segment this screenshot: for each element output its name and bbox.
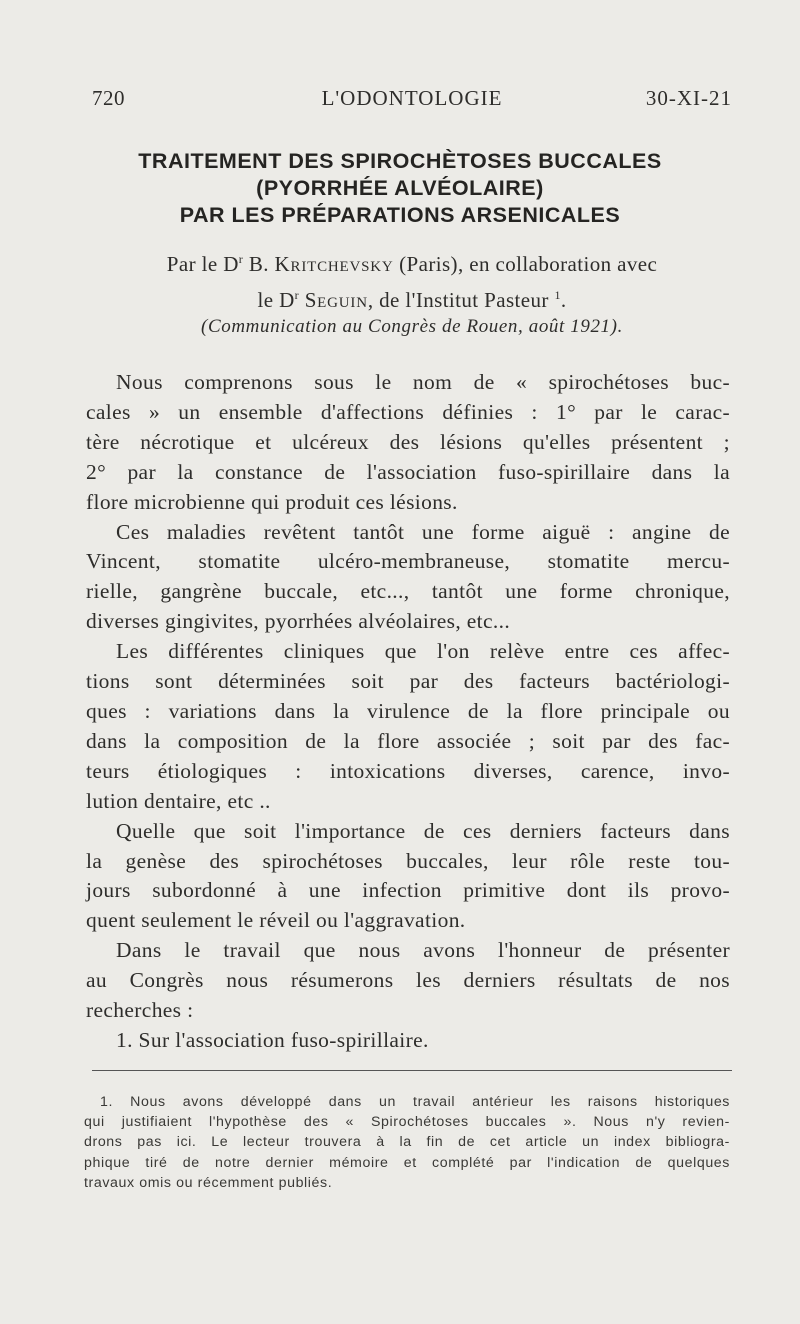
text-line: Vincent, stomatite ulcéro-membraneuse, stomatite mercu- — [86, 549, 730, 574]
footnote — [84, 1092, 730, 1193]
footnote-line: drons pas ici. Le lecteur trouvera à la fin de cet article un index bibliogra- — [84, 1134, 730, 1151]
text-line: Quelle que soit l'importance de ces derniers facteurs dans — [116, 818, 730, 843]
footnote-line: 1. Nous avons développé dans un travail antérieur les raisons historiques — [100, 1094, 730, 1110]
page-number: 720 — [92, 86, 125, 110]
footnote-line: travaux omis ou récemment publiés. — [84, 1174, 333, 1191]
byline-prefix-2: le D — [257, 288, 295, 312]
text-line: dans la composition de la flore associée ; soit par des fac- — [86, 728, 730, 753]
paragraph-4 — [86, 817, 730, 937]
text-line: recherches : — [86, 998, 194, 1023]
text-line: Dans le travail que nous avons l'honneur de présenter — [116, 938, 730, 963]
text-line: quent seulement le réveil ou l'aggravation. — [86, 908, 466, 933]
communication-note: (Communication au Congrès de Rouen, août 1921). — [201, 316, 623, 337]
paragraph-5 — [86, 936, 730, 1026]
text-line: tions sont déterminées soit par des facteurs bactériologi- — [86, 669, 730, 694]
footnote-divider — [92, 1070, 732, 1071]
byline-affiliation-2: , de l'Institut Pasteur — [367, 288, 549, 312]
footnote-mark: 1 — [554, 288, 561, 302]
paragraph-6 — [86, 1026, 730, 1056]
text-line: ques : variations dans la virulence de la flore principale ou — [86, 698, 730, 723]
text-line: lution dentaire, etc .. — [86, 788, 271, 813]
title-line-3: PAR LES PRÉPARATIONS ARSENICALES — [179, 203, 621, 227]
text-line: flore microbienne qui produit ces lésions. — [86, 489, 458, 514]
text-line: jours subordonné à une infection primitive dont ils provo- — [86, 878, 730, 903]
text-line: teurs étiologiques : intoxications diverses, carence, invo- — [86, 758, 730, 783]
footnote-line: qui justifiaient l'hypothèse des « Spirochétoses buccales ». Nous n'y revien- — [84, 1114, 730, 1131]
byline-line-1 — [92, 244, 732, 280]
issue-date: 30-XI-21 — [645, 86, 732, 110]
article-title — [60, 148, 740, 229]
text-line: rielle, gangrène buccale, etc..., tantôt une forme chronique, — [86, 579, 730, 604]
text-line: Nous comprenons sous le nom de « spirochétoses buc- — [116, 370, 730, 394]
text-line: tère nécrotique et ulcéreux des lésions qu'elles présentent ; — [86, 429, 730, 454]
text-line: Ces maladies revêtent tantôt une forme aiguë : angine de — [116, 519, 730, 544]
doctor-superscript-2: r — [294, 288, 300, 302]
byline-end: . — [560, 288, 567, 312]
text-line: Les différentes cliniques que l'on relève entre ces affec- — [116, 639, 730, 664]
byline — [92, 244, 732, 316]
paragraph-2 — [86, 518, 730, 638]
paragraph-3 — [86, 637, 730, 816]
text-line: au Congrès nous résumerons les derniers résultats de nos — [86, 968, 730, 993]
byline-prefix: Par le D — [166, 252, 239, 276]
doctor-superscript: r — [238, 252, 244, 266]
footnote-line: phique tiré de notre dernier mémoire et complété par l'indication de quelques — [84, 1154, 730, 1171]
title-line-2: (PYORRHÉE ALVÉOLAIRE) — [256, 176, 544, 200]
paragraph-1 — [86, 368, 730, 518]
article-body — [86, 368, 730, 1056]
title-line-1: TRAITEMENT DES SPIROCHÈTOSES BUCCALES — [138, 149, 662, 173]
author-initial: B. — [243, 252, 275, 276]
author-name-kritchevsky: Kritchevsky — [274, 252, 394, 276]
author-name-seguin: Seguin — [304, 288, 368, 312]
running-head — [92, 86, 732, 116]
text-line: diverses gingivites, pyorrhées alvéolaires, etc... — [86, 609, 511, 634]
text-line: la genèse des spirochétoses buccales, leur rôle reste tou- — [86, 848, 730, 873]
text-line: cales » un ensemble d'affections définies : 1° par le carac- — [86, 399, 730, 424]
text-line: 1. Sur l'association fuso-spirillaire. — [116, 1027, 429, 1052]
journal-title: L'ODONTOLOGIE — [321, 86, 503, 110]
byline-affiliation-1: (Paris), en collaboration avec — [393, 252, 658, 276]
byline-line-2 — [92, 280, 732, 316]
text-line: 2° par la constance de l'association fuso-spirillaire dans la — [86, 459, 730, 484]
